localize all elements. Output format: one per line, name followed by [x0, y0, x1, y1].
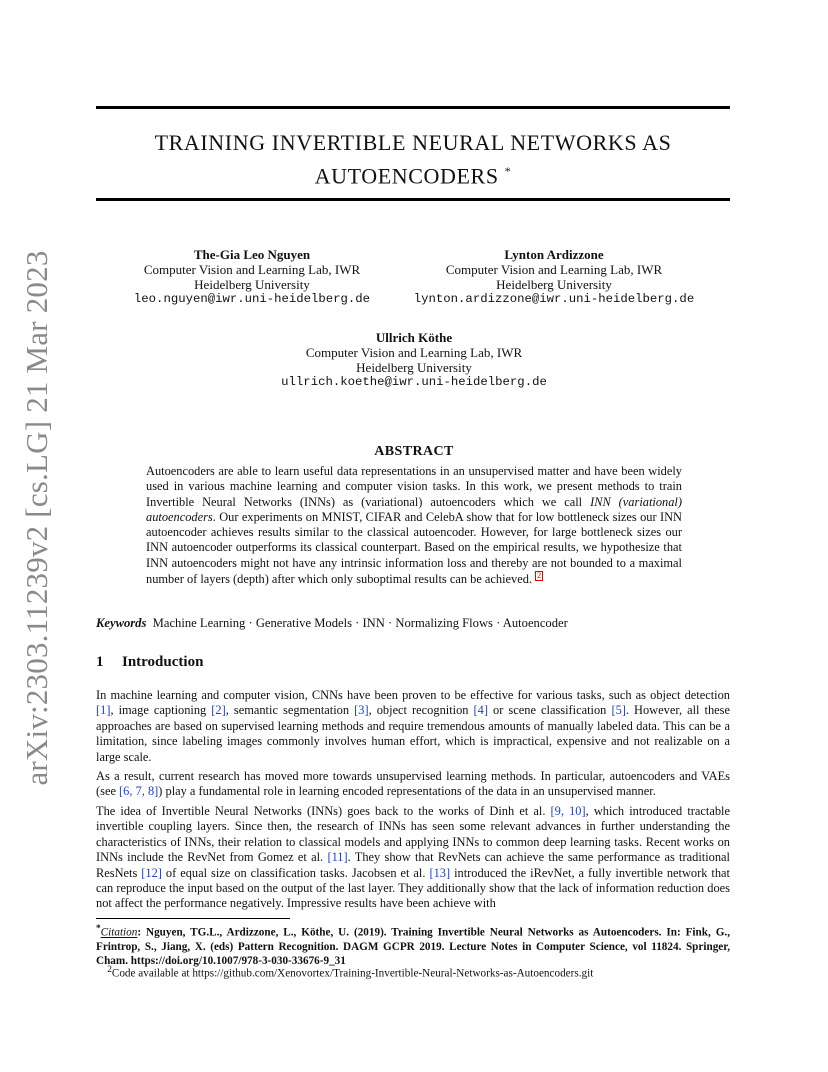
arxiv-identifier-stamp [14, 249, 60, 786]
code-availability-text[interactable]: Code available at https://github.com/Xenovortex/Training-Invertible-Neural-Networks-as-Autoencoders.git [111, 967, 594, 980]
footnote-mark: 2 [107, 965, 112, 975]
citation-link[interactable]: [11] [327, 850, 348, 865]
paragraph-1 [96, 688, 730, 765]
title-footnote-mark: * [504, 164, 512, 178]
citation-link[interactable]: [2] [211, 703, 226, 718]
section-title: Introduction [122, 654, 204, 670]
author-block-3 [264, 330, 564, 390]
citation-link[interactable]: [3] [354, 703, 369, 718]
arxiv-id-text: arXiv:2303.11239v2 [cs.LG] 21 Mar 2023 [19, 249, 54, 786]
author-affiliation: Computer Vision and Learning Lab, IWR [445, 262, 663, 277]
author-affiliation: Computer Vision and Learning Lab, IWR [143, 262, 361, 277]
paragraph-2 [96, 769, 730, 800]
footnote-mark: * [96, 924, 101, 934]
footnote-code [96, 963, 730, 981]
footnote-citation [96, 922, 730, 968]
author-name: Ullrich Köthe [375, 330, 453, 345]
abstract-body [146, 464, 682, 588]
text-run: In machine learning and computer vision, CNNs have been proven to be effective for various tasks, such as object detection [96, 688, 730, 702]
citation-link[interactable]: [12] [141, 865, 162, 880]
text-run: As a result, current research has moved more towards unsupervised learning methods. In particular, autoencoders and VAEs (see [96, 769, 730, 799]
abstract-heading: ABSTRACT [374, 444, 454, 459]
paragraph-3 [96, 804, 730, 912]
citation-link[interactable]: [1] [96, 703, 111, 718]
author-block-2 [412, 247, 696, 307]
title-bottom-rule [96, 198, 730, 201]
text-run: , object recognition [368, 703, 474, 718]
author-name: Lynton Ardizzone [504, 247, 604, 262]
section-number: 1 [96, 654, 104, 670]
author-affiliation: Computer Vision and Learning Lab, IWR [305, 345, 523, 360]
citation-link[interactable]: [9, 10] [550, 804, 586, 818]
text-run: The idea of Invertible Neural Networks (INNs) goes back to the works of Dinh et al. [96, 804, 551, 818]
text-run: . However, all these approaches are based on supervised learning methods and require tremendous amounts of manually labeled data. This can be a limitation, since labeling images commonly involves human effort, which is impractical, expensive and not realizable on a large scale. [96, 703, 731, 764]
title-line-2: AUTOENCODERS [314, 163, 499, 189]
abstract-text-a: Autoencoders are able to learn useful data representations in an unsupervised matter and have been widely used in various machine learning and computer vision tasks. In this work, we present methods to train Invertible Neural Networks (INNs) as (variational) autoencoders which we call [146, 464, 682, 509]
keywords-line [96, 616, 568, 631]
citation-link[interactable]: [5] [611, 703, 626, 718]
author-block-1 [116, 247, 388, 307]
text-run: , semantic segmentation [225, 703, 355, 718]
paper-title [96, 128, 730, 190]
abstract-text-b: . Our experiments on MNIST, CIFAR and CelebA show that for low bottleneck sizes our INN autoencoder achieves results similar to the classical autoencoder. However, for large bottleneck sizes our INN autoencoder outperforms its classical counterpart. Based on the empirical results, we hypothesize that INN autoencoders might not have any intrinsic information loss and thereby are not bounded to a maximal number of layers (depth) after which only suboptimal results can be achieved. [146, 509, 682, 587]
text-run: introduced the iRevNet, a fully invertible network that can reproduce the input based on the output of the last layer. They additionally show that the lack of information reduction does not affect the performance negatively. Impressive results have been achieve with [96, 865, 730, 911]
citation-link[interactable]: [13] [429, 865, 451, 880]
abstract-text-italic: INN (variational) autoencoders [146, 494, 682, 524]
text-run: . They show that RevNets can achieve the same performance as traditional ResNets [96, 850, 730, 880]
citation-label-link[interactable]: Citation [100, 926, 138, 939]
author-email: leo.nguyen@iwr.uni-heidelberg.de [133, 292, 371, 306]
citation-link[interactable]: [6, 7, 8] [119, 784, 159, 799]
author-university: Heidelberg University [356, 360, 472, 375]
author-email: ullrich.koethe@iwr.uni-heidelberg.de [281, 375, 547, 389]
text-run: of equal size on classification tasks. Jacobsen et al. [161, 865, 430, 880]
keywords-text: Machine Learning · Generative Models · INN · Normalizing Flows · Autoencoder [152, 616, 568, 630]
author-name: The-Gia Leo Nguyen [193, 247, 311, 262]
footnote-rule [96, 918, 290, 919]
citation-link[interactable]: [4] [473, 703, 488, 718]
text-run: , which introduced tractable invertible coupling layers. Since then, the research of INNs has seen some relevant advances in further understanding the characteristics of INNs, their relation to classical models and applying INNs to common deep learning tasks. Recent works on INNs include the RevNet from Gomez et al. [96, 804, 730, 865]
author-university: Heidelberg University [496, 277, 612, 292]
text-run: , image captioning [110, 703, 212, 718]
author-email: lynton.ardizzone@iwr.uni-heidelberg.de [413, 292, 695, 306]
author-university: Heidelberg University [194, 277, 310, 292]
title-top-rule [96, 106, 730, 109]
citation-text: : Nguyen, TG.L., Ardizzone, L., Köthe, U. (2019). Training Invertible Neural Networks as Autoencoders. In: Fink, G., Frintrop, S., Jiang, X. (eds) Pattern Recognition. DAGM GCPR 2019. Lecture Notes in Computer Science, vol 11824. Springer, Cham. https://doi.org/10.1007/978-3-030-33676-9_31 [96, 926, 730, 967]
section-heading [96, 654, 203, 671]
title-line-1: TRAINING INVERTIBLE NEURAL NETWORKS AS [154, 130, 672, 155]
footnote-link-2[interactable]: 2 [537, 571, 542, 581]
keywords-label: Keywords [96, 616, 147, 630]
text-run: ) play a fundamental role in learning encoded representations of the data in an unsupervised manner. [158, 784, 656, 799]
text-run: or scene classification [488, 703, 612, 718]
